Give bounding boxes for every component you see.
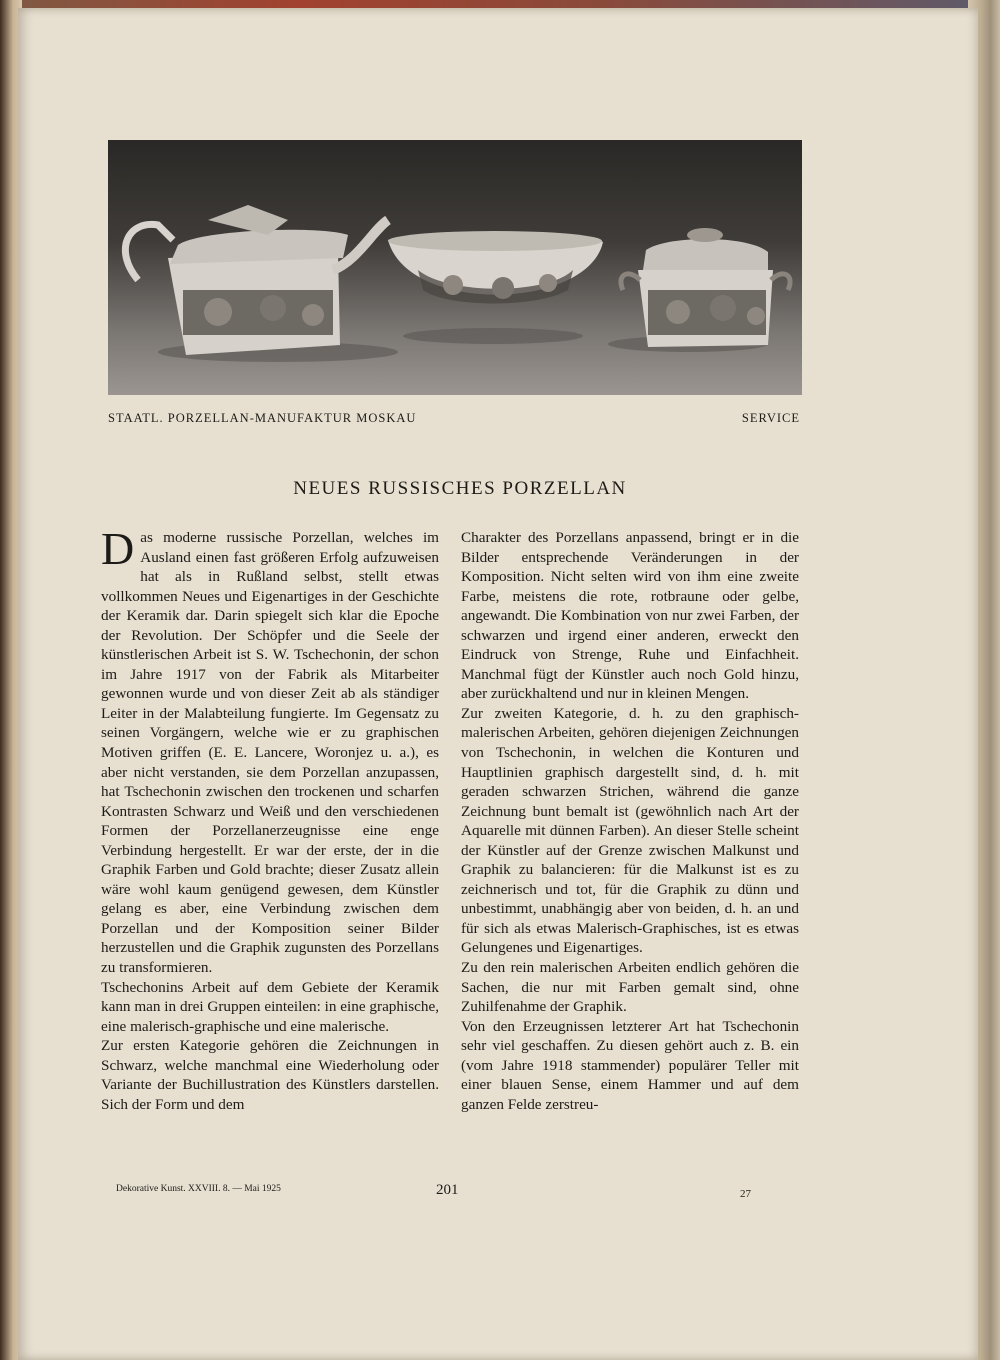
paragraph-text: as moderne russische Porzellan, welches im Ausland einen fast größeren Erfolg aufzuweisen hat als in Rußland selbst, stellt etwas vollkommen Neues und Eigenartiges in der Geschichte der Keramik dar. Darin spiegelt sich klar die Epoche der Revolution. Der Schöpfer und die Seele der künstlerischen Arbeit ist S. W. Tschechonin, der schon im Jahre 1917 von der Fabrik als Mitarbeiter gewonnen wurde und von dieser Zeit ab als ständiger Leiter in der Malabteilung fungierte. Im Gegensatz zu seinen Vorgängern, welche wie er zu graphischen Motiven griffen (E. E. Lancere, Woronjez u. a.), es aber nicht verstanden, sie dem Porzellan anzupassen, hat Tschechonin zwischen den trockenen und scharfen Kontrasten Schwarz und Weiß und den verschiedenen Formen der Porzellanerzeugnisse eine enge Verbindung hergestellt. Er war der erste, der in die Graphik Farben und Gold brachte; dieser Zusatz allein wäre wohl kaum genügend gewesen, dem Künstler gelang es aber, eine Verbindung zwischen dem Porzellan und der Komposition seiner Bilder herzustellen und die Graphik zugunsten des Porzellans zu transformieren.	[101, 529, 439, 977]
paragraph: Zur zweiten Kategorie, d. h. zu den graphisch-malerischen Arbeiten, gehören diejenigen Zeichnungen von Tschechonin, in welchen die Konturen und Hauptlinien graphisch dargestellt sind, d. h. mit geraden schwarzen Strichen, während die ganze Zeichnung bunt bemalt ist (gewöhnlich nach Art der Aquarelle mit dünnen Farben). An dieser Stelle scheint der Künstler auf der Grenze zwischen Malkunst und Graphik zu balancieren: für die Malkunst ist es zu zeichnerisch und tot, für die Graphik zu dünn und unbestimmt, unabhängig aber von beiden, d. h. an und für sich als etwas Malerisch-Graphisches, ist es etwas Gelungenes und Eigenartiges.	[461, 704, 799, 957]
left-text-column	[101, 523, 439, 1114]
paragraph: Von den Erzeugnissen letzterer Art hat Tschechonin sehr viel geschaffen. Zu diesen gehört auch z. B. ein (vom Jahre 1918 stammender) populärer Teller mit einer blauen Sense, einem Hammer und auf dem ganzen Felde zerstreu-	[461, 1017, 799, 1113]
drop-cap: D	[101, 523, 135, 574]
signature-mark: 27	[740, 1188, 751, 1200]
article-title: NEUES RUSSISCHES PORZELLAN	[293, 478, 627, 499]
photo-caption-manufacturer: STAATL. PORZELLAN-MANUFAKTUR MOSKAU	[108, 411, 417, 425]
paragraph: Zur ersten Kategorie gehören die Zeichnungen in Schwarz, welche manchmal eine Wiederholung oder Variante der Buchillustration des Künstlers darstellen. Sich der Form und dem	[101, 1037, 439, 1113]
page-number: 201	[436, 1182, 459, 1198]
paragraph: Tschechonins Arbeit auf dem Gebiete der Keramik kann man in drei Gruppen einteilen: in eine graphische, eine malerisch-graphische und eine malerische.	[101, 978, 439, 1035]
porcelain-service-photo	[108, 140, 802, 395]
sugar-bowl	[621, 228, 790, 347]
paragraph: Charakter des Porzellans anpassend, bringt er in die Bilder entsprechende Veränderungen in der Komposition. Nicht selten wird von ihm eine zweite Farbe, meistens die rote, rotbraune oder gelbe, angewandt. Die Kombination von nur zwei Farben, der schwarzen und irgend einer anderen, erweckt den Eindruck von Strenge, Ruhe und Einfachheit. Manchmal fügt der Künstler auch noch Gold hinzu, aber zurückhaltend und nur in kleinen Mengen.	[461, 529, 799, 703]
bowl	[388, 231, 603, 304]
teapot	[125, 205, 388, 355]
photo-caption-service: SERVICE	[741, 411, 800, 425]
right-text-column	[461, 528, 799, 1114]
paragraph	[101, 523, 439, 978]
book-page	[18, 8, 978, 1360]
journal-reference: Dekorative Kunst. XXVIII. 8. — Mai 1925	[116, 1184, 281, 1194]
porcelain-illustration	[108, 140, 802, 395]
paragraph: Zu den rein malerischen Arbeiten endlich gehören die Sachen, die nur mit Farben gemalt sind, ohne Zuhilfenahme der Graphik.	[461, 959, 799, 1016]
